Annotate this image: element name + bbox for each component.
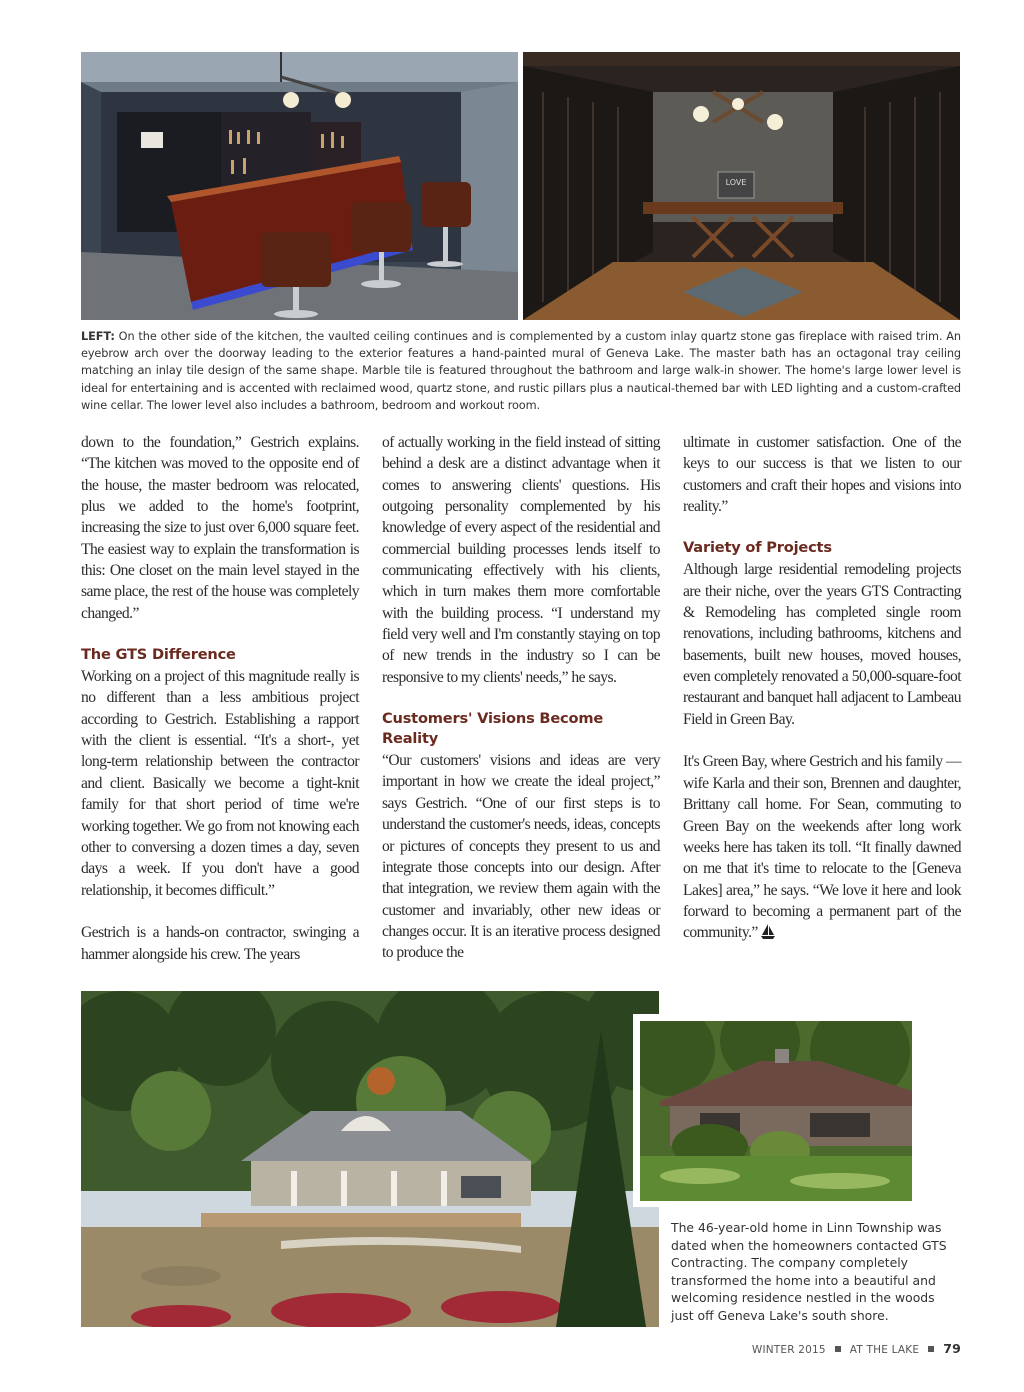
paragraph: of actually working in the field instead of sitting behind a desk are a distinct advantage when it comes to answering clients' questions. His outgoing personality complemented by his knowledge of every aspect of the residential and commercial building processes lends itself to communicating effectively with his clients, which in turn makes them more comfortable with the building process. “I understand my field very well and I'm constantly staying on top of new trends in the industry so I can be responsive to my clients' needs,” he says. [382, 434, 660, 686]
closing-paragraph-text: It's Green Bay, where Gestrich and his family — wife Karla and their son, Brennen and daughter, Brittany call home. For Sean, commuting to Green Bay on the weekends after long work weeks here has taken its toll. “It finally dawned on me that it's time to relocate to the [Geneva Lakes] area,” he says. “We love it here and look forward to becoming a permanent part of the community.” [683, 753, 961, 942]
bottom-caption: The 46-year-old home in Linn Township was dated when the homeowners contacted GTS Contracting. The company completely transformed the home into a beautiful and welcoming residence nestled in the woods just off Geneva Lake's south shore. [671, 1220, 947, 1323]
paragraph: ultimate in customer satisfaction. One of the keys to our success is that we listen to our customers and craft their hopes and visions into reality.” [683, 434, 961, 516]
cellar-sign-text: LOVE [725, 178, 747, 187]
paragraph: “Our customers' visions and ideas are very important in how we create the ideal project,” says Gestrich. “One of our first steps is to understand the customer's needs, ideas, concepts or pictures of concepts they present to us and integrate those concepts into our design. After that integration, we review them again with the customer and invariably, other new ideas or changes occur. It is an iterative process designed to produce the [382, 752, 660, 962]
page-number: 79 [943, 1341, 961, 1356]
section-heading: The GTS Difference [81, 646, 236, 664]
page-footer [752, 1341, 961, 1356]
article-column-3 [683, 432, 961, 944]
article-column-1 [81, 432, 359, 965]
caption-lead: LEFT: [81, 330, 115, 343]
paragraph: down to the foundation,” Gestrich explains. “The kitchen was moved to the opposite end of the house, the master bedroom was relocated, plus we added to the home's footprint, increasing the size to just over 6,000 square feet. The easiest way to explain the transformation is this: One closet on the main level stayed in the same place, the rest of the house was completely changed.” [81, 434, 359, 622]
magazine-name: AT THE LAKE [849, 1344, 920, 1356]
top-caption [81, 328, 961, 414]
section-heading: Variety of Projects [683, 539, 832, 557]
article-column-2 [382, 432, 660, 964]
photo-renovated-home [81, 991, 659, 1327]
caption-text: On the other side of the kitchen, the vaulted ceiling continues and is complemented by a custom inlay quartz stone gas fireplace with raised trim. An eyebrow arch over the doorway leading to the exterior features a hand-painted mural of Geneva Lake. The master bath has an octagonal tray ceiling matching an inlay tile design of the same shape. Marble tile is featured throughout the bathroom and large walk-in shower. The home's large lower level is ideal for entertaining and is accented with reclaimed wood, quartz stone, and rustic pillars plus a nautical-themed bar with LED lighting and a custom-crafted wine cellar. The lower level also includes a bathroom, bedroom and workout room. [81, 330, 961, 412]
photo-original-home [640, 1021, 912, 1201]
paragraph: Although large residential remodeling projects are their niche, over the years GTS Contracting & Remodeling has completed single room renovations, including bathrooms, kitchens and basements, built new houses, moved houses, even completely renovated a 50,000-square-foot restaurant and banquet hall adjacent to Lambeau Field in Green Bay. [683, 561, 961, 728]
sailboat-end-icon [760, 924, 776, 939]
section-heading: Customers' Visions Become Reality [382, 710, 604, 748]
separator-square-icon [928, 1346, 934, 1352]
paragraph: Working on a project of this magnitude really is no different than a less ambitious project according to Gestrich. Establishing a rapport with the client is essential. “It's a short-, yet long-term relationship between the contractor and client. Basically we become a tight-knit family for that short period of time we're working together. We go from not knowing each other to conversing a dozen times a day, seven days a week. If you don't have a good relationship, it becomes difficult.” [81, 668, 359, 899]
paragraph: Gestrich is a hands-on contractor, swinging a hammer alongside his crew. The years [81, 924, 359, 963]
separator-square-icon [835, 1346, 841, 1352]
photo-basement-bar [81, 52, 518, 320]
photo-wine-cellar [523, 52, 960, 320]
issue-label: WINTER 2015 [751, 1344, 826, 1356]
paragraph [683, 751, 961, 943]
